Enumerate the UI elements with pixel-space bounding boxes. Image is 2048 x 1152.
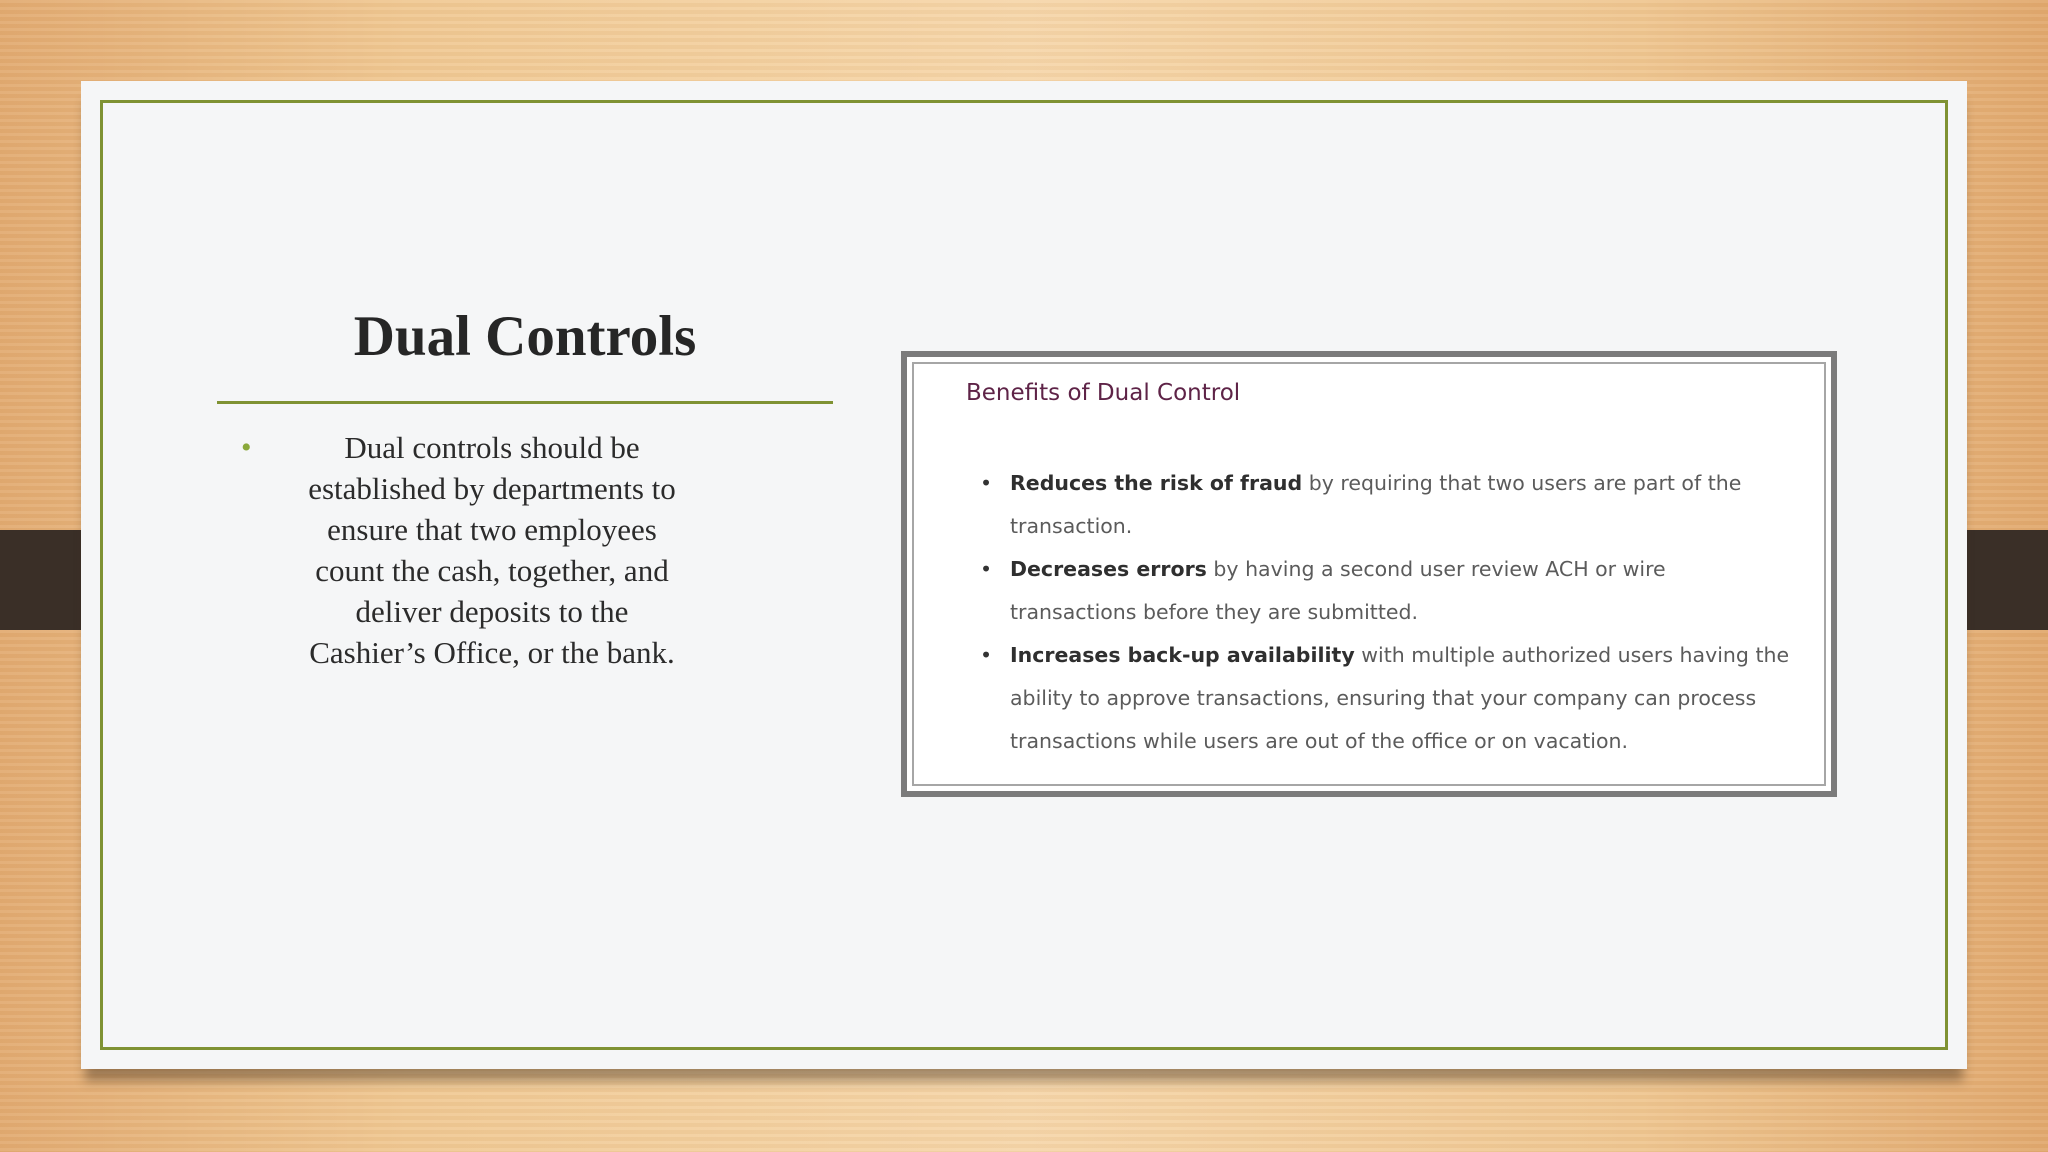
- slide: [81, 81, 1967, 1069]
- benefits-heading: Benefits of Dual Control: [966, 380, 1241, 406]
- benefit-item: [966, 548, 1796, 634]
- bullet-dot-icon: •: [980, 643, 993, 667]
- slide-bullet-list: [241, 427, 687, 673]
- slide-bullet-item: [241, 427, 687, 673]
- benefit-item: [966, 634, 1796, 763]
- bullet-dot-icon: •: [241, 431, 252, 464]
- embedded-image-frame: [901, 351, 1837, 797]
- embedded-image: [912, 362, 1826, 786]
- benefit-item: [966, 462, 1796, 548]
- benefit-bold-text: Reduces the risk of fraud: [1010, 471, 1303, 495]
- benefit-text: by having a second user review ACH or wire transactions before they are submitted.: [1010, 557, 1666, 624]
- benefit-bold-text: Decreases errors: [1010, 557, 1207, 581]
- benefit-text: with multiple authorized users having the ability to approve transactions, ensuring that your company can process transactions while users are out of the office or on vacation.: [1010, 643, 1790, 753]
- slide-bullet-text: Dual controls should be established by departments to ensure that two employees count the cash, together, and deliver deposits to the Cashier’s Office, or the bank.: [308, 430, 676, 670]
- title-underline: [217, 401, 833, 404]
- bullet-dot-icon: •: [980, 471, 993, 495]
- slide-title: Dual Controls: [353, 305, 697, 368]
- benefits-list: [966, 462, 1796, 763]
- benefit-bold-text: Increases back-up availability: [1010, 643, 1355, 667]
- benefit-text: by requiring that two users are part of the transaction.: [1010, 471, 1742, 538]
- bullet-dot-icon: •: [980, 557, 993, 581]
